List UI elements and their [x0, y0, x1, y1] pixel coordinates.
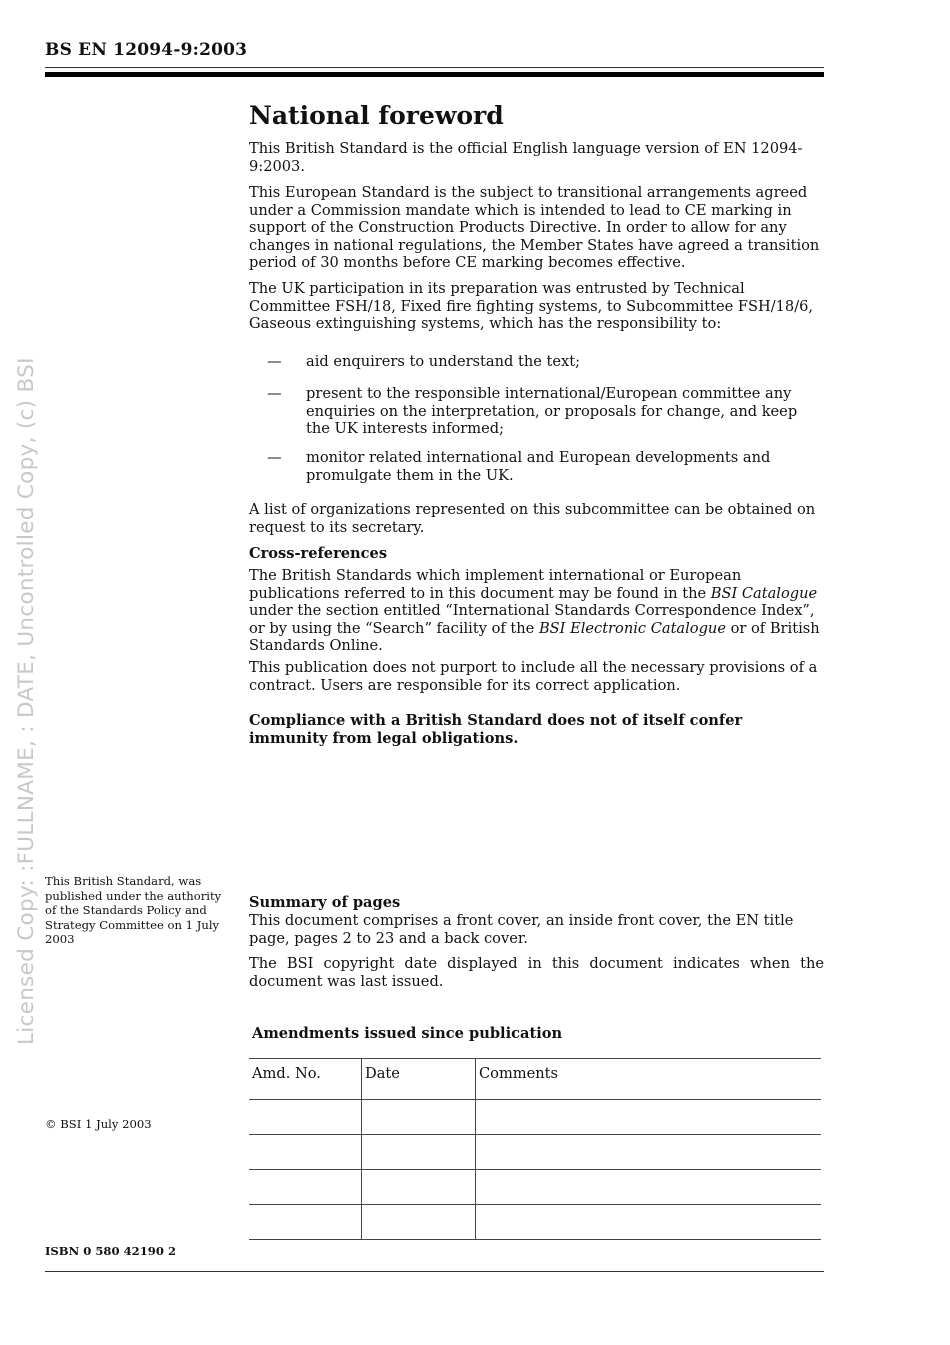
- table-header-row: [249, 1059, 821, 1100]
- page-title: National foreword: [249, 101, 504, 130]
- table-row: [249, 1135, 821, 1170]
- cross-references-text: The British Standards which implement international or European publications referred to in this document may be found in the BSI Catalogue under the section entitled “International Standards Correspondence Index”, or by using the “Search” facility of the BSI Electronic Catalogue or of British Standards Online.: [249, 567, 820, 654]
- isbn: ISBN 0 580 42190 2: [45, 1244, 177, 1258]
- copyright-note: © BSI 1 July 2003: [45, 1117, 152, 1131]
- cross-references-heading: Cross-references: [249, 545, 388, 562]
- watermark: Licensed Copy: :FULLNAME, : DATE, Uncontrolled Copy, (c) BSI: [14, 357, 39, 1045]
- paragraph-transition: This European Standard is the subject to transitional arrangements agreed under a Commission mandate which is intended to lead to CE marking in support of the Construction Products Directive. In order to allow for any changes in national regulations, the Member States have agreed a transition period of 30 months before CE marking becomes effective.: [249, 184, 820, 271]
- paragraph-provisions: This publication does not purport to include all the necessary provisions of a contract. Users are responsible for its correct application.: [249, 659, 818, 694]
- column-header-amd-no: Amd. No.: [249, 1059, 362, 1100]
- column-header-comments: Comments: [476, 1059, 822, 1100]
- list-item-text: monitor related international and European developments and promulgate them in the UK.: [306, 449, 771, 484]
- copyright-date-text: The BSI copyright date displayed in this document indicates when the document was last issued.: [249, 955, 824, 990]
- table-row: [249, 1100, 821, 1135]
- summary-heading: Summary of pages: [249, 894, 401, 911]
- list-item-text: aid enquirers to understand the text;: [306, 353, 581, 370]
- table-row: [249, 1205, 821, 1240]
- list-item-text: present to the responsible international/European committee any enquiries on the interpretation, or proposals for change, and keep the UK interests informed;: [306, 385, 798, 437]
- bsi-electronic-catalogue-title: BSI Electronic Catalogue: [538, 619, 726, 637]
- summary-text: This document comprises a front cover, an inside front cover, the EN title page, pages 2 to 23 and a back cover.: [249, 912, 794, 947]
- column-header-date: Date: [362, 1059, 476, 1100]
- document-id: BS EN 12094-9:2003: [45, 40, 248, 60]
- paragraph-participation: The UK participation in its preparation was entrusted by Technical Committee FSH/18, Fixed fire fighting systems, to Subcommittee FSH/18/6, Gaseous extinguishing systems, which has the responsibility to:: [249, 280, 814, 332]
- header-rule-thin: [45, 67, 824, 68]
- amendments-heading: Amendments issued since publication: [252, 1025, 563, 1042]
- list-dash: —: [267, 449, 282, 466]
- list-dash: —: [267, 385, 282, 402]
- amendments-table: [249, 1058, 821, 1240]
- paragraph-organizations: A list of organizations represented on this subcommittee can be obtained on request to its secretary.: [249, 501, 816, 536]
- bsi-catalogue-title: BSI Catalogue: [710, 584, 818, 602]
- compliance-statement: Compliance with a British Standard does not of itself confer immunity from legal obligations.: [249, 712, 743, 747]
- publication-authority-note: This British Standard, was published under the authority of the Standards Policy and Strategy Committee on 1 July 2003: [45, 874, 222, 946]
- table-row: [249, 1170, 821, 1205]
- list-dash: —: [267, 353, 282, 370]
- footer-rule: [45, 1271, 824, 1272]
- paragraph-version: This British Standard is the official English language version of EN 12094-9:2003.: [249, 140, 803, 175]
- header-rule-thick: [45, 72, 824, 77]
